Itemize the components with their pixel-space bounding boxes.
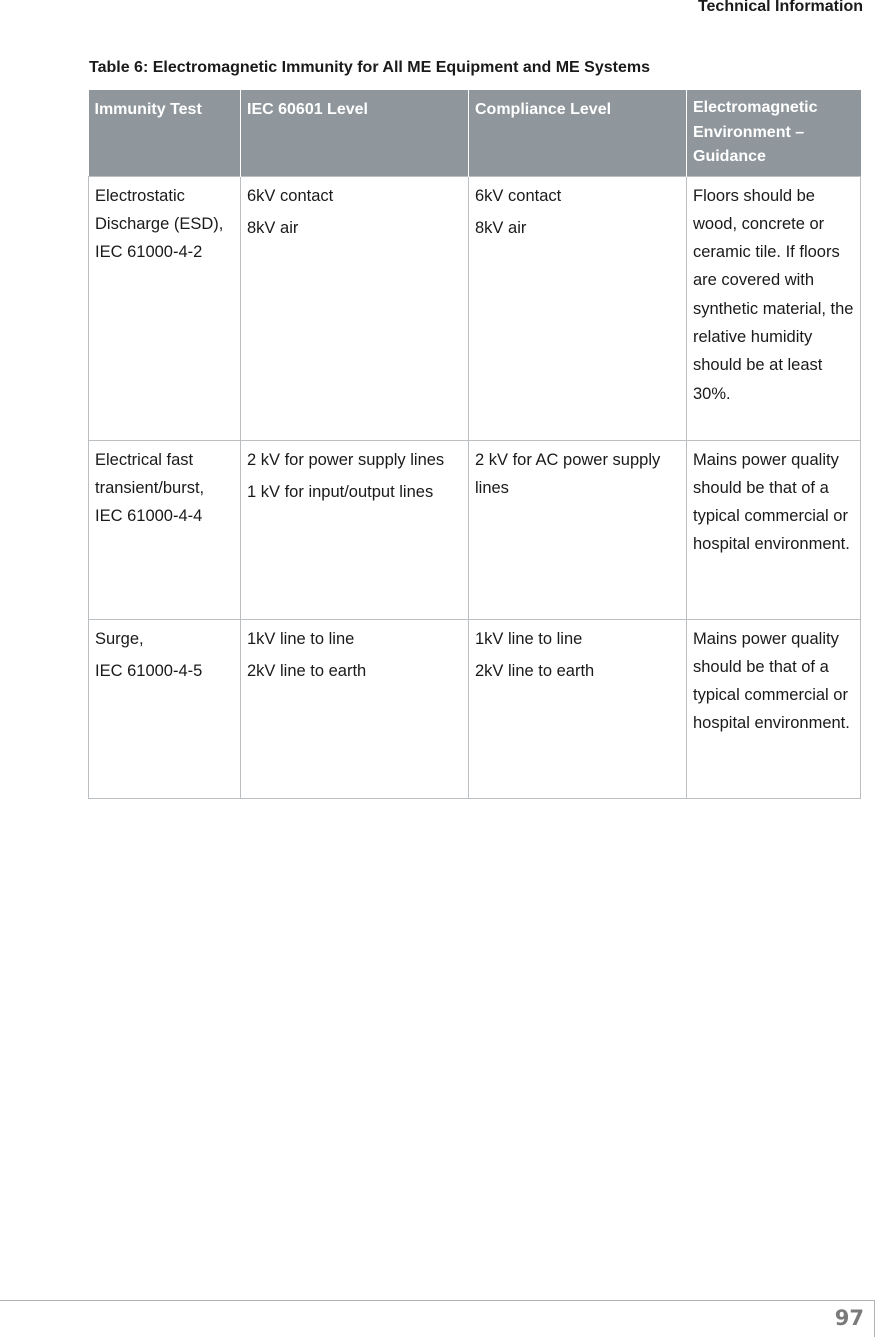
column-header-iec-level: IEC 60601 Level xyxy=(241,90,469,176)
cell-guidance xyxy=(687,176,861,440)
cell-iec-level xyxy=(241,440,469,619)
cell-text: IEC 61000-4-5 xyxy=(95,661,203,680)
page-number: 97 xyxy=(834,1306,864,1330)
cell-iec-level xyxy=(241,176,469,440)
cell-compliance-level xyxy=(469,619,687,798)
table-row-surge xyxy=(89,619,861,798)
table-row-eft xyxy=(89,440,861,619)
cell-text: 6kV contact xyxy=(247,186,334,205)
cell-text: 6kV contact xyxy=(475,186,562,205)
cell-iec-level xyxy=(241,619,469,798)
cell-compliance-level xyxy=(469,176,687,440)
cell-text: 2kV line to earth xyxy=(247,661,367,680)
cell-immunity-test xyxy=(89,619,241,798)
column-header-guidance: Electromagnetic Environment – Guidance xyxy=(687,90,861,176)
cell-text: 2kV line to earth xyxy=(475,661,595,680)
table-caption: Table 6: Electromagnetic Immunity for All ME Equipment and ME Systems xyxy=(89,59,650,76)
cell-text: Mains power quality should be that of a typical commercial or hospital environment. xyxy=(693,450,850,554)
cell-text: 1kV line to line xyxy=(247,629,355,648)
cell-text: 1 kV for input/output lines xyxy=(247,482,434,501)
cell-immunity-test xyxy=(89,176,241,440)
column-header-immunity-test: Immunity Test xyxy=(89,90,241,176)
footer-divider-vertical xyxy=(874,1300,875,1337)
cell-text: Floors should be wood, concrete or ceramic tile. If floors are covered with synthetic material, the relative humidity should be at least 30%. xyxy=(693,186,854,403)
cell-text: 2 kV for AC power supply lines xyxy=(475,450,661,497)
cell-text: 2 kV for power supply lines xyxy=(247,450,445,469)
column-header-compliance-level: Compliance Level xyxy=(469,90,687,176)
table-header-row xyxy=(89,90,861,176)
cell-text: Surge, xyxy=(95,629,144,648)
immunity-table xyxy=(88,90,861,799)
cell-guidance xyxy=(687,440,861,619)
cell-text: Mains power quality should be that of a typical commercial or hospital environment. xyxy=(693,629,850,733)
cell-immunity-test xyxy=(89,440,241,619)
running-header: Technical Information xyxy=(697,0,863,15)
footer-divider xyxy=(0,1300,875,1301)
cell-text: Electrostatic Discharge (ESD), IEC 61000-4-2 xyxy=(95,186,224,262)
cell-text: 8kV air xyxy=(247,218,299,237)
cell-text: 1kV line to line xyxy=(475,629,583,648)
table-row-esd xyxy=(89,176,861,440)
cell-compliance-level xyxy=(469,440,687,619)
cell-guidance xyxy=(687,619,861,798)
cell-text: Electrical fast transient/burst, IEC 61000-4-4 xyxy=(95,450,205,526)
cell-text: 8kV air xyxy=(475,218,527,237)
